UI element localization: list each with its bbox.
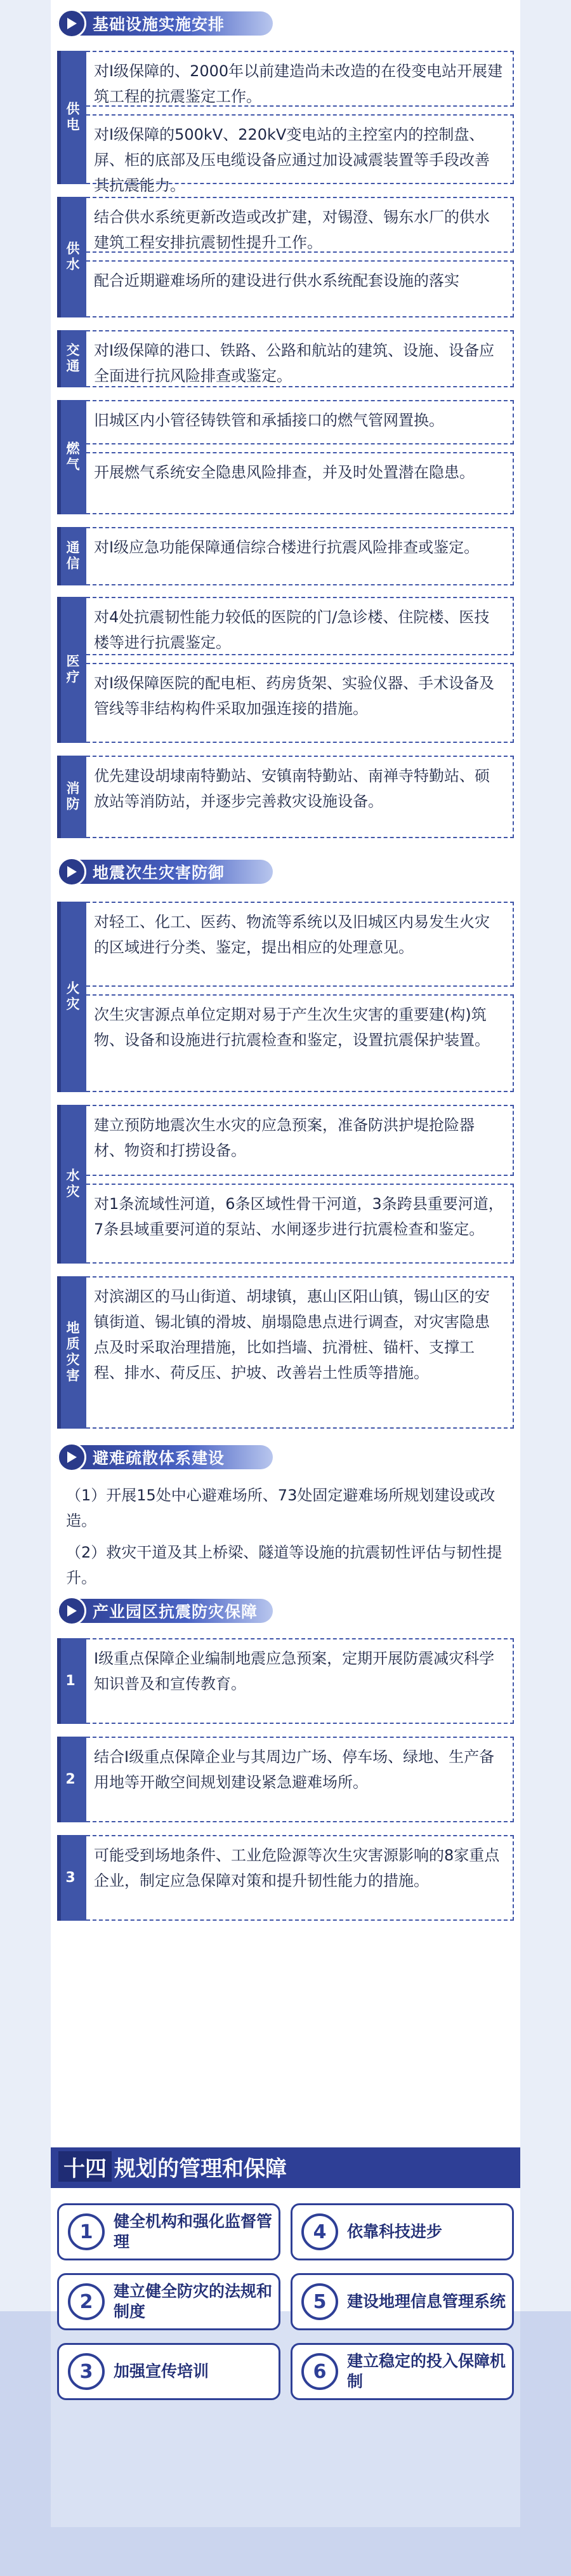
group-label: 供电: [57, 51, 86, 184]
list-item: 对Ⅰ级应急功能保障通信综合楼进行抗震风险排查或鉴定。: [86, 527, 514, 585]
number-circle: 1: [68, 2213, 105, 2250]
group-transport: [57, 330, 514, 387]
measure-box-5: [291, 2273, 514, 2330]
list-item: 次生灾害源点单位定期对易于产生次生灾害的重要建(构)筑物、设备和设施进行抗震检查和鉴定，设置抗震保护装置。: [86, 994, 514, 1092]
industrial-item-2: [57, 1737, 514, 1822]
list-item: 对Ⅰ级保障医院的配电柜、药房货架、实验仪器、手术设备及管线等非结构构件采取加强连接的措施。: [86, 663, 514, 743]
list-item: 配合近期避难场所的建设进行供水系统配套设施的落实: [86, 260, 514, 317]
list-item: 对Ⅰ级保障的港口、铁路、公路和航站的建筑、设施、设备应全面进行抗风险排查或鉴定。: [86, 330, 514, 387]
play-icon: [57, 1443, 86, 1472]
group-label: 消防: [57, 756, 86, 838]
list-item: 旧城区内小管径铸铁管和承插接口的燃气管网置换。: [86, 400, 514, 444]
group-geological: [57, 1276, 514, 1429]
group-flood: [57, 1105, 514, 1264]
section-header-infrastructure: [57, 8, 273, 39]
list-item: 可能受到场地条件、工业危险源等次生灾害源影响的8家重点企业，制定应急保障对策和提升韧性能力的措施。: [86, 1835, 514, 1921]
list-item: 对1条流域性河道，6条区域性骨干河道，3条跨县重要河道，7条县域重要河道的泵站、水闸逐步进行抗震检查和鉴定。: [86, 1184, 514, 1264]
section-header-industrial: [57, 1595, 273, 1627]
list-item: Ⅰ级重点保障企业编制地震应急预案，定期开展防震减灾科学知识普及和宣传教育。: [86, 1638, 514, 1724]
item-number: 3: [57, 1835, 86, 1921]
number-circle: 4: [301, 2213, 338, 2250]
group-label: 供水: [57, 197, 86, 317]
list-item: 结合Ⅰ级重点保障企业与其周边广场、停车场、绿地、生产备用地等开敞空间规划建设紧急避难场所。: [86, 1737, 514, 1822]
measure-label: 健全机构和强化监督管理: [114, 2212, 273, 2251]
measure-box-3: [57, 2343, 280, 2400]
list-item: 优先建设胡埭南特勤站、安镇南特勤站、南禅寺特勤站、硕放站等消防站，并逐步完善救灾设施设备。: [86, 756, 514, 838]
measure-label: 建立稳定的投入保障机制: [347, 2352, 506, 2391]
play-icon: [57, 1596, 86, 1625]
evac-item: （2）救灾干道及其上桥梁、隧道等设施的抗震韧性评估与韧性提升。: [66, 1544, 502, 1587]
list-item: 开展燃气系统安全隐患风险排查，并及时处置潜在隐患。: [86, 452, 514, 514]
section-title: 地震次生灾害防御: [93, 864, 225, 882]
list-item: 建立预防地震次生水灾的应急预案，准备防洪护堤抢险器材、物资和打捞设备。: [86, 1105, 514, 1176]
group-label: 火灾: [57, 902, 86, 1092]
section-header-secondary-disaster: [57, 856, 273, 888]
group-gas: [57, 400, 514, 514]
number-circle: 5: [301, 2283, 338, 2320]
industrial-item-1: [57, 1638, 514, 1724]
section-14-header: [51, 2147, 520, 2186]
list-item: 对轻工、化工、医药、物流等系统以及旧城区内易发生火灾的区域进行分类、鉴定，提出相应的处理意见。: [86, 902, 514, 987]
number-circle: 6: [301, 2353, 338, 2390]
item-number: 2: [57, 1737, 86, 1822]
industrial-item-3: [57, 1835, 514, 1921]
list-item: 对Ⅰ级保障的500kV、220kV变电站的主控室内的控制盘、屏、柜的底部及压电缆设备应通过加设减震装置等手段改善其抗震能力。: [86, 114, 514, 184]
group-label: 交通: [57, 330, 86, 387]
section-title: 基础设施实施安排: [93, 15, 225, 34]
group-label: 通信: [57, 527, 86, 585]
group-label: 地质灾害: [57, 1276, 86, 1429]
section-title: 避难疏散体系建设: [93, 1449, 225, 1467]
list-item: 对滨湖区的马山街道、胡埭镇，惠山区阳山镇，锡山区的安镇街道、锡北镇的滑坡、崩塌隐患点进行调查，对灾害隐患点及时采取治理措施，比如挡墙、抗滑桩、锚杆、支撑工程、排水、荷反压、护坡、改善岩土性质等措施。: [86, 1276, 514, 1429]
item-number: 1: [57, 1638, 86, 1724]
measure-box-6: [291, 2343, 514, 2400]
section-title: 规划的管理和保障: [114, 2156, 287, 2182]
group-medical: [57, 597, 514, 743]
list-item: 对4处抗震韧性能力较低的医院的门/急诊楼、住院楼、医技楼等进行抗震鉴定。: [86, 597, 514, 655]
group-fire-station: [57, 756, 514, 838]
measure-label: 依靠科技进步: [347, 2222, 443, 2241]
divider: [51, 2186, 520, 2188]
number-circle: 2: [68, 2283, 105, 2320]
number-circle: 3: [68, 2353, 105, 2390]
measure-box-2: [57, 2273, 280, 2330]
measure-box-1: [57, 2203, 280, 2260]
section-title: 产业园区抗震防灾保障: [93, 1603, 258, 1621]
list-item: 结合供水系统更新改造或改扩建，对锡澄、锡东水厂的供水建筑工程安排抗震韧性提升工作。: [86, 197, 514, 253]
list-item: 对Ⅰ级保障的、2000年以前建造尚未改造的在役变电站开展建筑工程的抗震鉴定工作。: [86, 51, 514, 107]
measure-label: 建设地理信息管理系统: [347, 2292, 506, 2311]
group-label: 水灾: [57, 1105, 86, 1264]
group-communication: [57, 527, 514, 585]
evac-item: （1）开展15处中心避难场所、73处固定避难场所规划建设或改造。: [66, 1486, 496, 1530]
group-water: [57, 197, 514, 317]
group-label: 燃气: [57, 400, 86, 514]
section-header-evacuation: [57, 1441, 273, 1473]
play-icon: [57, 9, 86, 38]
play-icon: [57, 857, 86, 886]
group-fire: [57, 902, 514, 1092]
group-label: 医疗: [57, 597, 86, 743]
section-number: 十四: [58, 2151, 112, 2182]
measure-label: 建立健全防灾的法规和制度: [114, 2282, 273, 2321]
measure-box-4: [291, 2203, 514, 2260]
group-power: [57, 51, 514, 194]
measure-label: 加强宣传培训: [114, 2362, 209, 2380]
